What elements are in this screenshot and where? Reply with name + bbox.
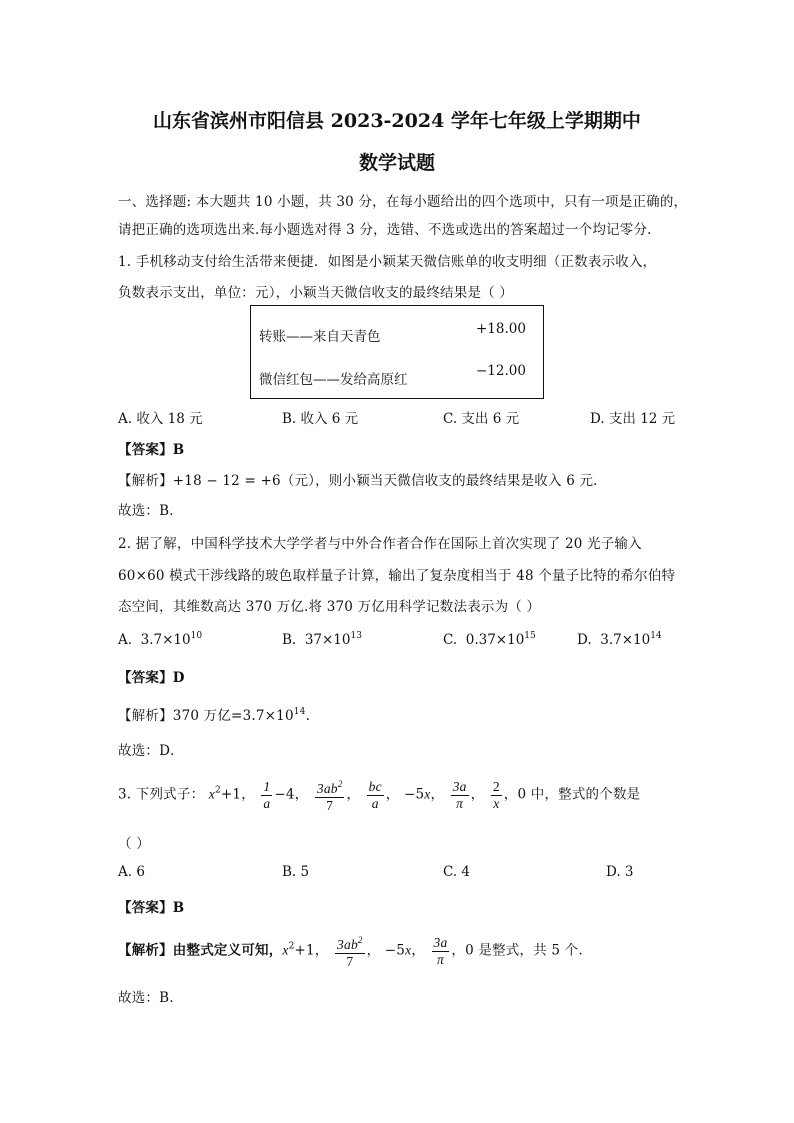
q3-option-b: B. 5 (282, 864, 310, 880)
q1-option-b: B. 收入 6 元 (282, 411, 359, 427)
section-instructions-line2: 请把正确的选项选出来.每小题选对得 3 分，选错、不选或选出的答案超过一个均记零分. (118, 222, 652, 238)
q3-option-a: A. 6 (118, 864, 145, 880)
bill-row-label: 转账——来自天青色 (259, 329, 381, 345)
q2-option-d: D. $3.7\times 10^{14}$ (577, 631, 662, 648)
q3-conclusion: 故选：B. (118, 990, 174, 1006)
q2-stem-line2: 60×60 模式干涉线路的玻色取样量子计算，输出了复杂度相当于 48 个量子比特的希尔伯特 (118, 568, 676, 584)
q2-stem-line1: 2. 据了解，中国科学技术大学学者与中外合作者合作在国际上首次实现了 20 光子输入 (118, 536, 642, 552)
q2-conclusion: 故选：D． (118, 743, 184, 759)
bill-row-amount: +18.00 (476, 321, 526, 337)
page-subtitle: 数学试题 (358, 152, 435, 174)
q3-stem-line1: 3. 下列式子： $x^2+1$， $\frac{1}{a}$ −4， $\frac{3ab^2}{7}$ ， $\frac{bc}{a}$ ， −5x， $\frac{3a}{\pi}$ ， $\frac{2}{x}$ ，0 中，整式的个数是 (118, 776, 640, 814)
q1-conclusion: 故选：B． (118, 503, 183, 519)
q2-answer: 【答案】D (118, 670, 185, 686)
section-instructions-line1: 一、选择题: 本大题共 10 小题，共 30 分，在每小题给出的四个选项中，只有一项是正确的， (118, 194, 688, 210)
q1-bill-table (250, 305, 544, 399)
q2-stem-line3: 态空间，其维数高达 370 万亿.将 370 万亿用科学记数法表示为（ ） (118, 599, 541, 615)
q1-answer: 【答案】B (118, 442, 185, 458)
q3-stem-line2: （ ） (118, 836, 150, 852)
q1-analysis: 【解析】+18 − 12 = +6（元），则小颖当天微信收支的最终结果是收入 6 元． (118, 473, 607, 489)
q3-answer: 【答案】B (118, 900, 185, 916)
q1-stem-line1: 1. 手机移动支付给生活带来便捷．如图是小颖某天微信账单的收支明细（正数表示收入， (118, 254, 657, 270)
bill-row-amount: −12.00 (476, 363, 526, 379)
q1-option-d: D. 支出 12 元 (590, 411, 676, 427)
page-title: 山东省滨州市阳信县 2023-2024 学年七年级上学期期中 (153, 110, 641, 132)
q2-option-b: B. $37\times 10^{13}$ (282, 631, 362, 648)
q3-option-c: C. 4 (443, 864, 471, 880)
q2-option-c: C. $0.37\times 10^{15}$ (443, 631, 536, 648)
bill-row-label: 微信红包——发给高原红 (259, 372, 408, 388)
q1-stem-line2: 负数表示支出，单位：元），小颖当天微信收支的最终结果是（ ） (118, 285, 514, 301)
q3-analysis: 【解析】由整式定义可知，$x^2+1$， $\frac{3ab^2}{7}$ ， −5x， $\frac{3a}{\pi}$ ，0 是整式，共 5 个. (118, 932, 583, 970)
q3-option-d: D. 3 (606, 864, 634, 880)
q2-option-a: A. $3.7\times 10^{10}$ (118, 631, 203, 648)
q2-analysis: 【解析】370 万亿$=3.7\times 10^{14}$. (118, 707, 311, 724)
q1-option-c: C. 支出 6 元 (443, 411, 520, 427)
q1-option-a: A. 收入 18 元 (118, 411, 203, 427)
